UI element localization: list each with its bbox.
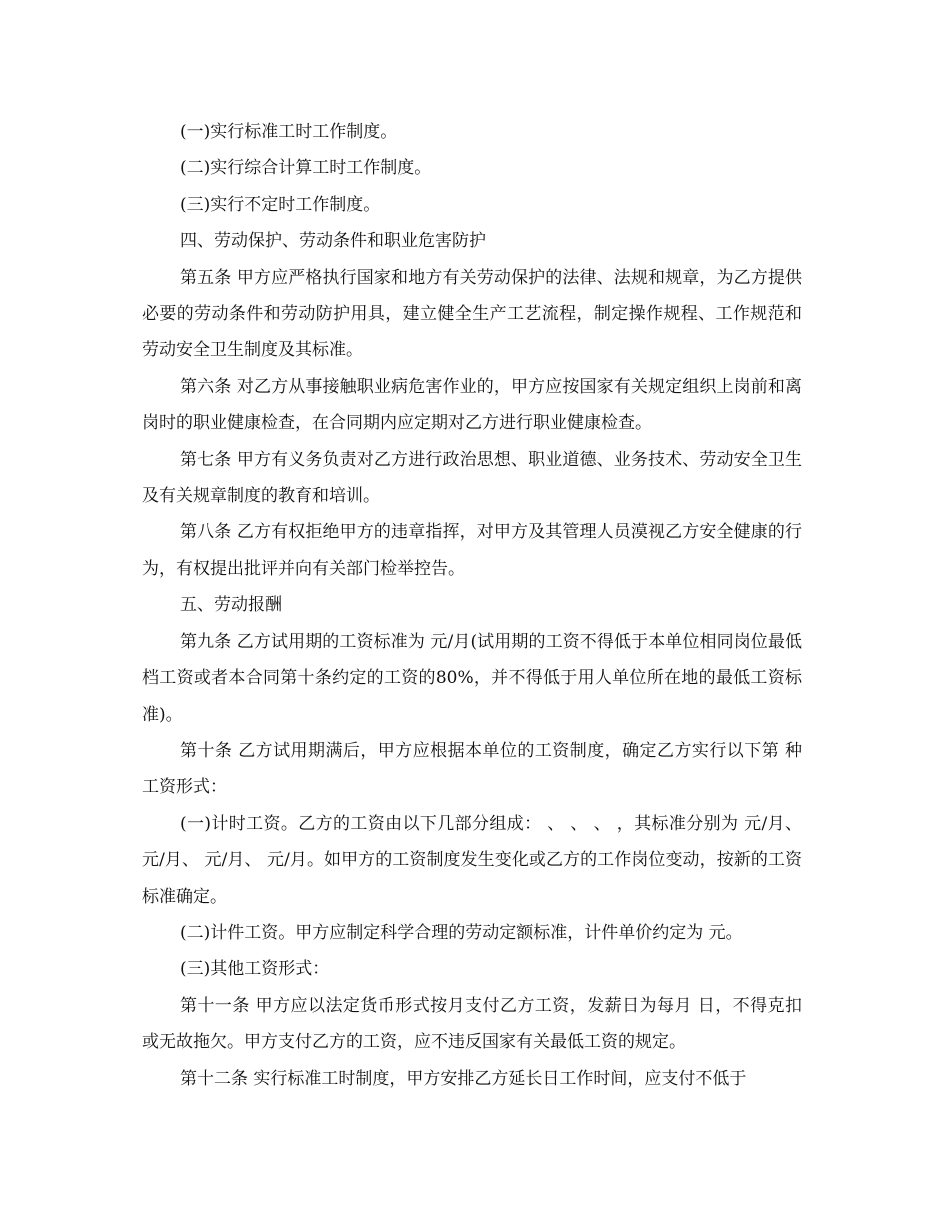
article-11: 第十一条 甲方应以法定货币形式按月支付乙方工资，发薪日为每月 日，不得克扣或无故拖欠。甲方支付乙方的工资，应不违反国家有关最低工资的规定。: [142, 995, 802, 1053]
article-8: 第八条 乙方有权拒绝甲方的违章指挥，对甲方及其管理人员漠视乙方安全健康的行为，有权提出批评并向有关部门检举控告。: [142, 522, 802, 579]
article-5: 第五条 甲方应严格执行国家和地方有关劳动保护的法律、法规和规章，为乙方提供必要的劳动条件和劳动防护用具，建立健全生产工艺流程，制定操作规程、工作规范和劳动安全卫生制度及其标准。: [142, 267, 802, 361]
paragraph-2: (二)实行综合计算工时工作制度。: [180, 158, 432, 179]
article-10-item-1: (一)计时工资。乙方的工资由以下几部分组成： 、 、 、 ，其标准分别为 元/月、 元/月、 元/月、 元/月。如甲方的工资制度发生变化或乙方的工作岗位变动，按新的工资标准确定。: [142, 813, 802, 907]
section-heading-compensation: 五、劳动报酬: [180, 595, 282, 616]
paragraph-1: (一)实行标准工时工作制度。: [180, 122, 398, 142]
section-heading-labor-protection: 四、劳动保护、劳动条件和职业危害防护: [180, 231, 486, 252]
article-10-item-2: (二)计件工资。甲方应制定科学合理的劳动定额标准，计件单价约定为 元。: [180, 922, 743, 943]
article-12: 第十二条 实行标准工时制度，甲方安排乙方延长日工作时间，应支付不低于: [180, 1068, 747, 1089]
paragraph-3: (三)实行不定时工作制度。: [180, 194, 381, 215]
article-10: 第十条 乙方试用期满后，甲方应根据本单位的工资制度，确定乙方实行以下第 种工资形式：: [142, 740, 802, 798]
article-6: 第六条 对乙方从事接触职业病危害作业的，甲方应按国家有关规定组织上岗前和离岗时的职业健康检查，在合同期内应定期对乙方进行职业健康检查。: [142, 376, 802, 434]
document-body: [142, 114, 802, 1097]
article-7: 第七条 甲方有义务负责对乙方进行政治思想、职业道德、业务技术、劳动安全卫生及有关规章制度的教育和培训。: [142, 449, 802, 507]
article-10-item-3: (三)其他工资形式：: [180, 959, 330, 980]
article-9: 第九条 乙方试用期的工资标准为 元/月(试用期的工资不得低于本单位相同岗位最低档工资或者本合同第十条约定的工资的80%，并不得低于用人单位所在地的最低工资标准)。: [142, 631, 802, 725]
